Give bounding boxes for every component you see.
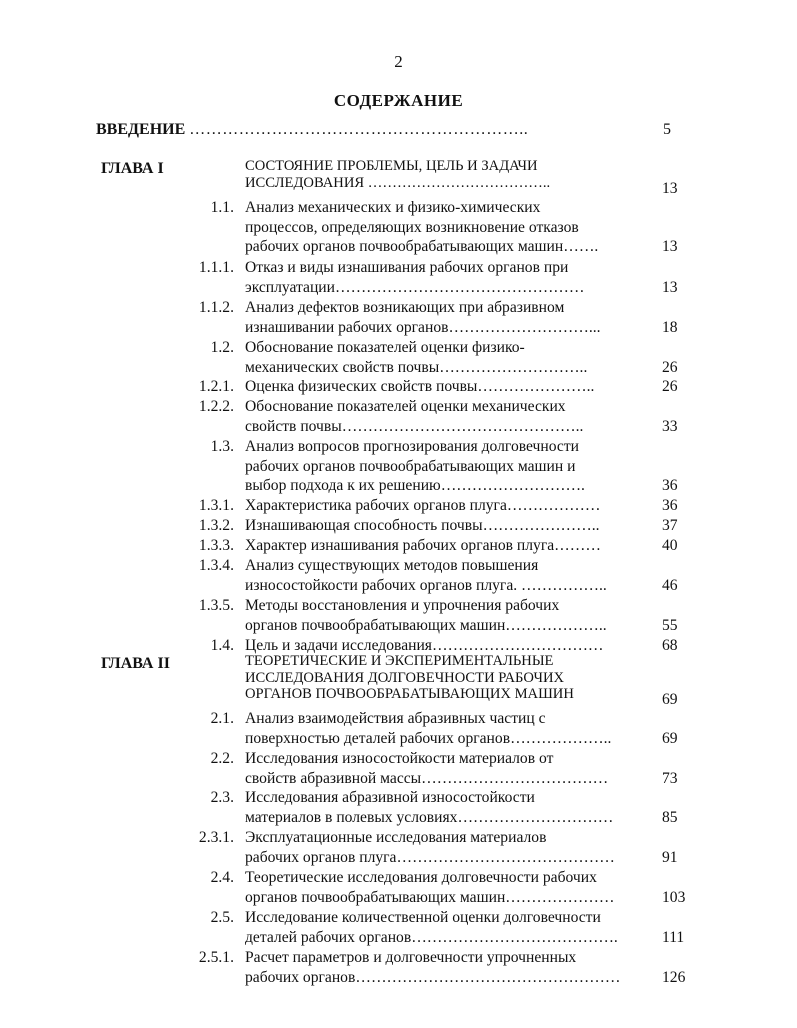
section-page: 13 — [662, 238, 678, 256]
section-title-line: Анализ взаимодействия абразивных частиц с — [245, 710, 546, 727]
section-page: 69 — [662, 729, 678, 747]
section-page: 91 — [662, 848, 678, 866]
section-title-line: механических свойств почвы……………………….. — [245, 358, 588, 376]
section-title — [245, 298, 653, 337]
section-title-line: рабочих органов плуга…………………………………… — [245, 848, 615, 866]
section-number: 2.1. — [210, 710, 234, 727]
section-title — [245, 908, 653, 947]
section-page: 111 — [662, 928, 685, 946]
section-page: 18 — [662, 318, 678, 336]
section-page: 26 — [662, 358, 678, 376]
section-title-line: Исследования абразивной износостойкости — [245, 789, 535, 806]
section-title — [245, 437, 653, 496]
section-title-line: Анализ механических и физико-химических — [245, 199, 541, 216]
section-page: 36 — [662, 477, 678, 495]
section-number: 1.3. — [210, 438, 234, 455]
section-title-line: деталей рабочих органов…………………………………. — [245, 928, 618, 946]
section-title — [245, 868, 653, 907]
section-number: 1.3.5. — [198, 597, 234, 614]
section-title-line: ТЕОРЕТИЧЕСКИЕ И ЭКСПЕРИМЕНТАЛЬНЫЕ — [245, 653, 554, 669]
section-title-line: Характер изнашивания рабочих органов плуга……… — [245, 537, 601, 554]
section-page: 85 — [662, 808, 678, 826]
section-title-line: свойств абразивной массы……………………………… — [245, 769, 609, 787]
section-title — [245, 377, 653, 397]
section-page: 26 — [662, 378, 678, 395]
section-title — [245, 338, 653, 377]
section-number: 1.3.4. — [198, 557, 234, 574]
toc-intro-entry — [96, 120, 696, 139]
section-title-line: рабочих органов…………………………………………… — [245, 968, 621, 986]
section-number: 1.2.1. — [198, 378, 234, 395]
section-title-line: Изнашивающая способность почвы………………….. — [245, 517, 600, 534]
section-title-line: Исследования износостойкости материалов от — [245, 750, 554, 767]
section-page: 37 — [662, 517, 678, 534]
section-title — [245, 258, 653, 297]
section-title — [245, 828, 653, 867]
section-page: 103 — [662, 888, 686, 906]
section-page: 46 — [662, 576, 678, 594]
section-page: 73 — [662, 769, 678, 787]
intro-label: ВВЕДЕНИЕ — [96, 121, 186, 138]
chapter-2-label: ГЛАВА II — [101, 655, 170, 672]
intro-dots: …………………………………………………….. — [189, 121, 529, 138]
section-page: 13 — [662, 179, 678, 197]
section-number: 1.4. — [210, 637, 234, 654]
section-title-line: Характеристика рабочих органов плуга……………… — [245, 497, 601, 514]
section-page: 33 — [662, 417, 678, 435]
section-title-line: Обоснование показателей оценки механических — [245, 398, 566, 415]
section-title-line: поверхностью деталей рабочих органов……………….. — [245, 729, 612, 747]
section-title-line: Исследование количественной оценки долговечности — [245, 909, 601, 926]
section-title-line: органов почвообрабатывающих машин……………….. — [245, 616, 607, 634]
section-number: 2.3.1. — [198, 829, 234, 846]
section-number: 1.1.1. — [198, 259, 234, 276]
section-page: 69 — [662, 691, 678, 708]
section-number: 1.2. — [210, 339, 234, 356]
section-title-line: процессов, определяющих возникновение отказов — [245, 218, 579, 236]
section-page: 40 — [662, 537, 678, 554]
section-title-line: ИССЛЕДОВАНИЯ ДОЛГОВЕЧНОСТИ РАБОЧИХ — [245, 669, 565, 686]
section-title — [245, 198, 653, 257]
section-title-line: Расчет параметров и долговечности упрочненных — [245, 949, 577, 966]
section-title-line: Эксплуатационные исследования материалов — [245, 829, 547, 846]
section-page: 13 — [662, 278, 678, 296]
section-title-line: рабочих органов почвообрабатывающих машин……. — [245, 238, 599, 256]
section-number: 1.3.1. — [198, 497, 234, 514]
section-title-line: выбор подхода к их решению………………………. — [245, 477, 585, 495]
section-number: 1.2.2. — [198, 398, 234, 415]
section-page: 68 — [662, 637, 678, 654]
section-title-line: ОРГАНОВ ПОЧВООБРАБАТЫВАЮЩИХ МАШИН — [245, 686, 574, 702]
section-title-line: СОСТОЯНИЕ ПРОБЛЕМЫ, ЦЕЛЬ И ЗАДАЧИ — [245, 158, 538, 174]
section-title-line: Анализ вопросов прогнозирования долговечности — [245, 438, 579, 455]
section-page: 36 — [662, 497, 678, 514]
section-title — [245, 596, 653, 635]
intro-page: 5 — [663, 121, 671, 138]
section-number: 2.5.1. — [198, 949, 234, 966]
section-title-line: Анализ существующих методов повышения — [245, 557, 539, 574]
section-title — [245, 948, 653, 987]
section-page: 126 — [662, 968, 686, 986]
section-title-line: Обоснование показателей оценки физико- — [245, 339, 525, 356]
section-title-line: Методы восстановления и упрочнения рабочих — [245, 597, 560, 614]
section-title-line: ИССЛЕДОВАНИЯ ……………………………….. — [245, 174, 551, 191]
section-title — [245, 397, 653, 436]
section-title — [245, 788, 653, 827]
section-title-line: Оценка физических свойств почвы………………….. — [245, 378, 595, 395]
section-title-line: износостойкости рабочих органов плуга. …………….. — [245, 576, 607, 594]
section-title — [245, 158, 653, 191]
page-number: 2 — [394, 52, 403, 71]
section-title — [245, 749, 653, 788]
section-title-line: Цель и задачи исследования…………………………… — [245, 637, 604, 654]
section-title-line: органов почвообрабатывающих машин………………… — [245, 888, 615, 906]
chapter-1-label: ГЛАВА I — [101, 160, 164, 177]
section-title — [245, 536, 653, 556]
section-title-line: свойств почвы……………………………………….. — [245, 417, 584, 435]
section-number: 2.3. — [210, 789, 234, 806]
section-number: 1.1.2. — [198, 299, 234, 316]
section-title-line: Анализ дефектов возникающих при абразивном — [245, 299, 565, 316]
section-title-line: материалов в полевых условиях………………………… — [245, 808, 614, 826]
section-title — [245, 556, 653, 595]
section-title — [245, 653, 653, 703]
section-title-line: изнашивании рабочих органов………………………... — [245, 318, 601, 336]
page-title: СОДЕРЖАНИЕ — [333, 91, 464, 110]
section-title-line: рабочих органов почвообрабатывающих машин и — [245, 457, 576, 475]
section-number: 2.5. — [210, 909, 234, 926]
section-page: 55 — [662, 616, 678, 634]
section-number: 2.2. — [210, 750, 234, 767]
section-title — [245, 496, 653, 516]
section-title-line: Теоретические исследования долговечности рабочих — [245, 869, 597, 886]
section-number: 2.4. — [210, 869, 234, 886]
section-title-line: эксплуатации………………………………………… — [245, 278, 585, 296]
section-number: 1.3.2. — [198, 517, 234, 534]
section-title — [245, 516, 653, 536]
section-title — [245, 709, 653, 748]
section-number: 1.1. — [210, 199, 234, 216]
section-title-line: Отказ и виды изнашивания рабочих органов при — [245, 259, 569, 276]
section-number: 1.3.3. — [198, 537, 234, 554]
